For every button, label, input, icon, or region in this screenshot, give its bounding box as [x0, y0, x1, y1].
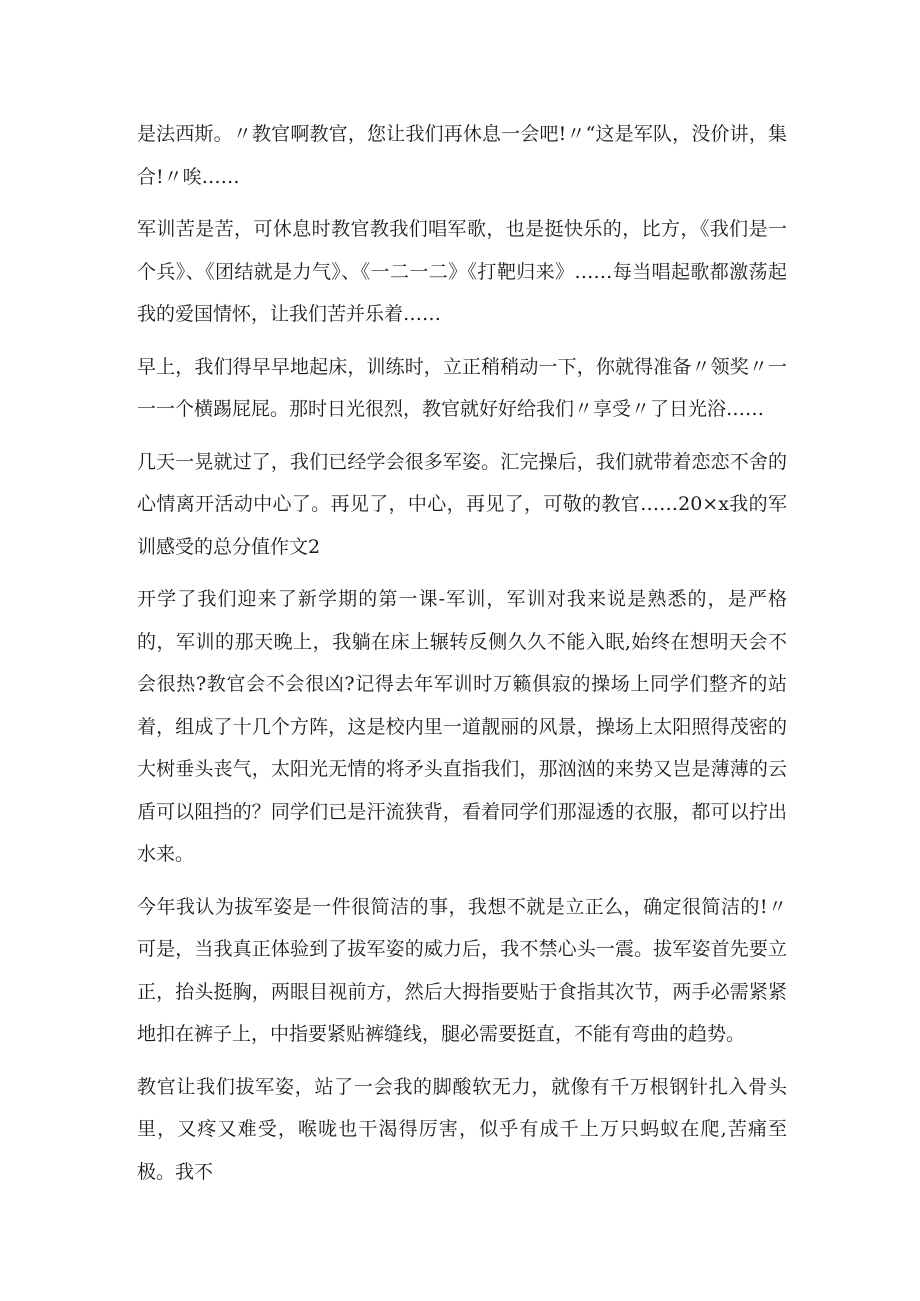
paragraph-3: 早上，我们得早早地起床，训练时，立正稍稍动一下，你就得准备〃领奖〃一一一个横踢屁屁。那时日光很烈，教官就好好给我们〃享受〃了日光浴…… [137, 355, 787, 420]
paragraph-2: 军训苦是苦，可休息时教官教我们唱军歌，也是挺快乐的，比方，《我们是一个兵》、《团结就是力气》、《一二一二》《打靶归来》……每当唱起歌都激荡起我的爱国情怀，让我们苦并乐着…… [137, 218, 787, 325]
paragraph-7: 教官让我们拔军姿，站了一会我的脚酸软无力，就像有千万根钢针扎入骨头里，又疼又难受，喉咙也干渴得厉害，似乎有成千上万只蚂蚁在爬,苦痛至极。我不 [137, 1075, 787, 1183]
document-body [137, 113, 787, 1203]
paragraph-1: 是法西斯。〃教官啊教官，您让我们再休息一会吧!〃“这是军队，没价讲，集合!〃唉…… [137, 123, 787, 188]
paragraph-5: 开学了我们迎来了新学期的第一课-军训，军训对我来说是熟悉的，是严格的，军训的那天晚上，我躺在床上辗转反侧久久不能入眠,始终在想明天会不会很热?教官会不会很凶?记得去年军训时万籁俱寂的操场上同学们整齐的站着，组成了十几个方阵，这是校内里一道靓丽的风景，操场上太阳照得茂密的大树垂头丧气，太阳光无情的将矛头直指我们，那汹汹的来势又岂是薄薄的云盾可以阻挡的？同学们已是汗流狭背，看着同学们那湿透的衣服，都可以拧出水来。 [137, 588, 787, 865]
paragraph-4: 几天一晃就过了，我们已经学会很多军姿。汇完操后，我们就带着恋恋不舍的心情离开活动中心了。再见了，中心，再见了，可敬的教官……20×x我的军训感受的总分值作文2 [137, 450, 787, 558]
paragraph-6: 今年我认为拔军姿是一件很简洁的事，我想不就是立正么，确定很简洁的!〃可是，当我真正体验到了拔军姿的威力后，我不禁心头一震。拔军姿首先要立正，抬头挺胸，两眼目视前方，然后大拇指要贴于食指其次节，两手必需紧紧地扣在裤子上，中指要紧贴裤缝线，腿必需要挺直，不能有弯曲的趋势。 [137, 895, 787, 1045]
